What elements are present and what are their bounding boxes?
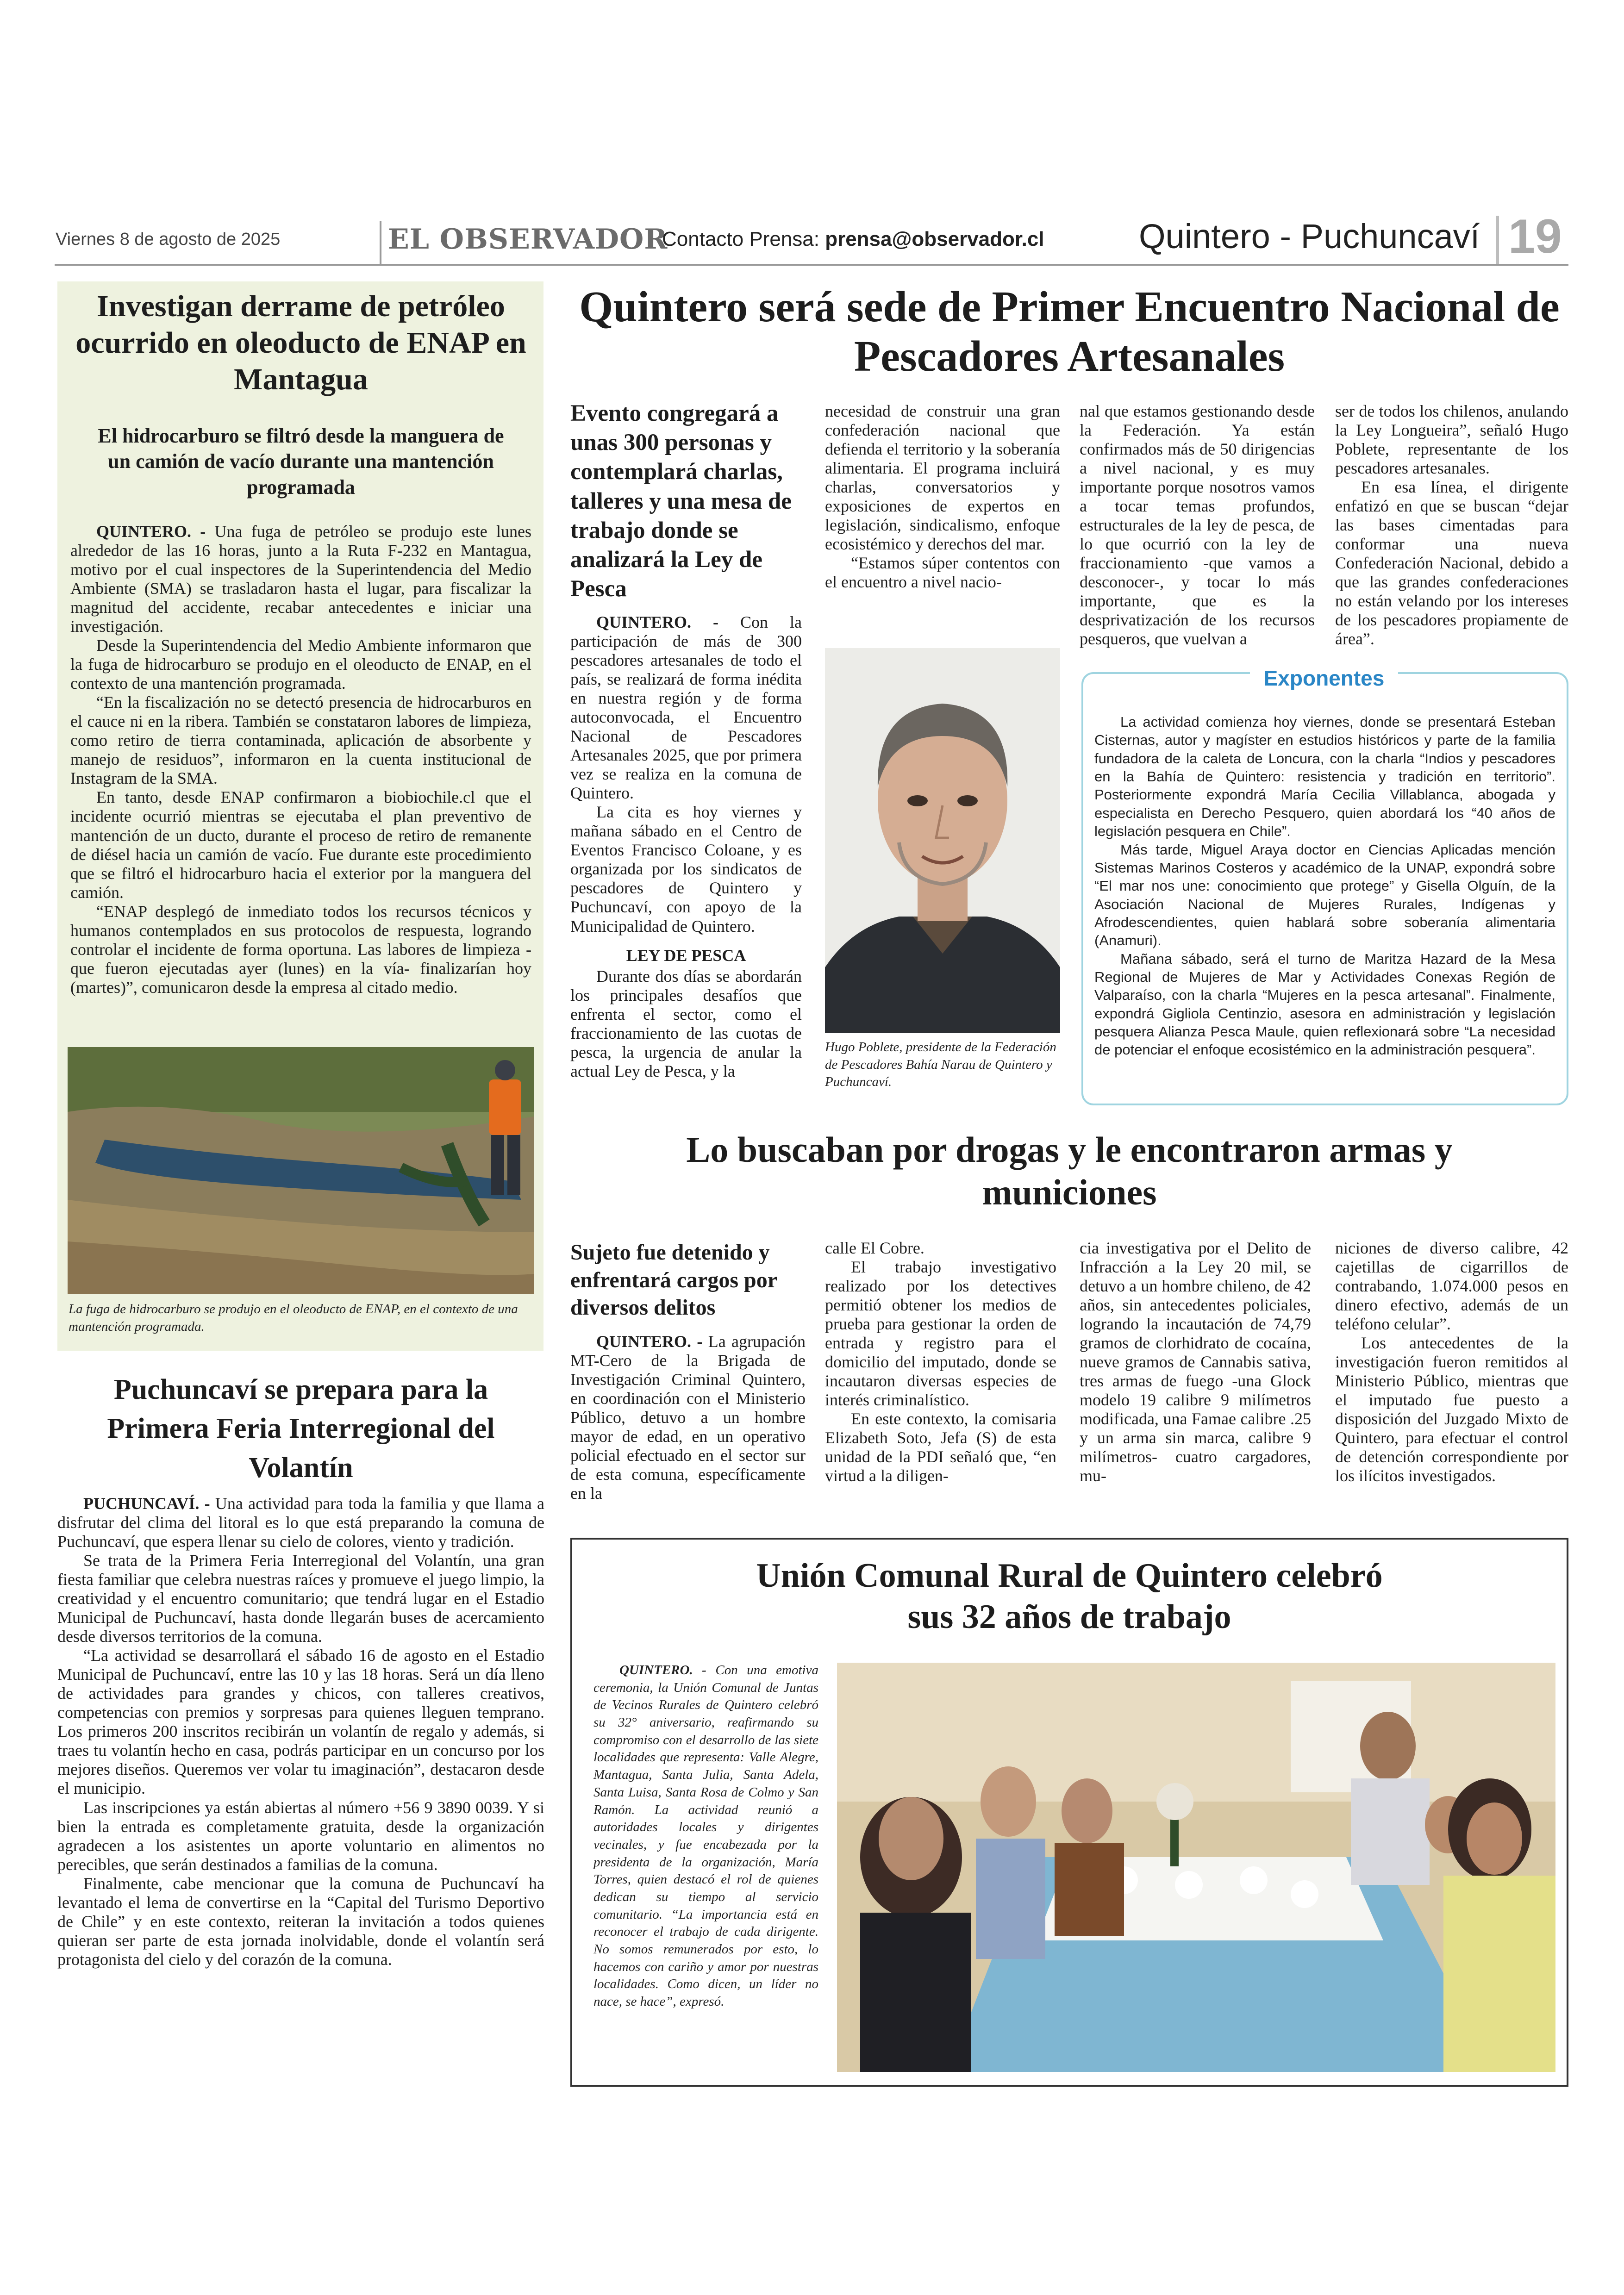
derrame-p5: “ENAP desplegó de inmediato todos los recursos técnicos y humanos contemplados en sus protocolos de respuesta, logrando controlar el incidente de forma oportuna. Las labores de limpieza -que fueron ejecutadas ayer (lunes) en la vía- finalizarían hoy (martes)”, comunicaron desde la empresa al citado medio. <box>70 902 531 997</box>
union-text: Con una emotiva ceremonia, la Unión Comunal de Juntas de Vecinos Rurales de Quintero celebró su 32° aniversario, reafirmando su compromiso con el desarrollo de las siete localidades que representa: Valle Alegre, Mantagua, Santa Julia, Santa Adela, Santa Luisa, Santa Rosa de Colmo y San Ramón. La actividad reunió a autoridades locales y dirigentes vecinales, y fue encabezada por la presidenta de la organización, María Torres, quien destacó el rol de quienes dedican su tiempo al servicio comunitario. “La importancia está en reconocer el trabajo de cada dirigente. No somos remunerados por esto, lo hacemos con cariño y amor por nuestras localidades. Como dicen, un líder no nace, se hace”, expresó. <box>593 1663 818 2009</box>
union-body <box>593 1662 818 2011</box>
derrame-paragraph <box>70 522 531 636</box>
page-number: 19 <box>1508 210 1562 263</box>
pescadores-c4p1: ser de todos los chilenos, anulando la Ley Longueira”, señaló Hugo Poblete, representante de los pescadores artesanales. <box>1335 402 1568 478</box>
derrame-p2: Desde la Superintendencia del Medio Ambiente informaron que la fuga de hidrocarburo se produjo en el oleoducto de ENAP, en el contexto de una mantención programada. <box>70 636 531 693</box>
section-name: Quintero - Puchuncaví <box>1139 217 1480 256</box>
volantin-dateline: PUCHUNCAVÍ. - <box>83 1494 215 1513</box>
pescadores-c1p1: Con la participación de más de 300 pescadores artesanales de todo el país, se realizará de forma inédita en nuestra región y de forma autoconvocada, el Encuentro Nacional de Pescadores Artesanales 2025, que por primera vez se realiza en la comuna de Quintero. <box>570 613 802 803</box>
header-divider <box>380 221 381 264</box>
derrame-dateline: QUINTERO. - <box>96 522 215 541</box>
hugo-poblete-caption: Hugo Poblete, presidente de la Federación de Pescadores Bahía Narau de Quintero y Puchuncaví. <box>825 1040 1056 1090</box>
exponentes-p3: Mañana sábado, será el turno de Maritza Hazard de la Mesa Regional de Mujeres de Mar y Actividades Conexas Región de Valparaíso, con la charla “Mujeres en la pesca artesanal”. Finalmente, expondrá Gigliola Centinzio, asesora en administración y legislación pesquera Alianza Pesca Maule, quien reflexionará sobre “La necesidad de potenciar el enfoque ecosistémico en la administración pesquera”. <box>1094 950 1555 1058</box>
pescadores-c2p2: “Estamos súper contentos con el encuentro a nivel nacio- <box>825 554 1060 592</box>
drogas-c1p1: La agrupación MT-Cero de la Brigada de Investigación Criminal Quintero, en coordinación con el Ministerio Público, detuvo a un hombre mayor de edad, en un operativo policial efectuado en el sector sur de esta comuna, específicamente en la <box>570 1332 806 1503</box>
exponentes-title: Exponentes <box>1250 666 1398 691</box>
page-number-separator <box>1496 216 1499 264</box>
issue-date: Viernes 8 de agosto de 2025 <box>56 230 281 249</box>
derrame-subtitle: El hidrocarburo se filtró desde la manguera de un camión de vacío durante una mantención programada <box>98 424 504 499</box>
drogas-c3p1: cia investigativa por el Delito de Infracción a la Ley 20 mil, se detuvo a un hombre chileno, de 42 años, sin antecedentes policiales, logrando la incautación de 74,79 gramos de clorhidrato de cocaína, nueve gramos de Cannabis sativa, tres armas de fuego -una Glock modelo 19 calibre 9 milímetros modificada, una Famae calibre .25 y un arma sin marca, calibre 9 milímetros- cuatro cargadores, mu- <box>1080 1239 1311 1485</box>
drogas-c2p1: calle El Cobre. <box>825 1239 924 1257</box>
pescadores-c1p3: Durante dos días se abordarán los principales desafíos que enfrenta el sector, como el fraccionamiento de las cuotas de pesca, la urgencia de anular la actual Ley de Pesca, y la <box>570 967 802 1080</box>
exponentes-body <box>1094 713 1555 1059</box>
volantin-paragraph <box>57 1494 544 1551</box>
drogas-deck: Sujeto fue detenido y enfrentará cargos por diversos delitos <box>570 1240 777 1320</box>
pescadores-title: Quintero será sede de Primer Encuentro Nacional de Pescadores Artesanales <box>579 283 1560 381</box>
drogas-title: Lo buscaban por drogas y le encontraron armas y municiones <box>686 1129 1453 1213</box>
drogas-column-4 <box>1335 1239 1568 1485</box>
drogas-dateline: QUINTERO. - <box>596 1332 708 1351</box>
drogas-c2p3: En este contexto, la comisaria Elizabeth Soto, Jefa (S) de esta unidad de la PDI señaló que, “en virtud a la diligen- <box>825 1409 1056 1485</box>
union-title: Unión Comunal Rural de Quintero celebró sus 32 años de trabajo <box>756 1557 1383 1636</box>
pescadores-c1p2: La cita es hoy viernes y mañana sábado en el Centro de Eventos Francisco Coloane, y es organizada por los sindicatos de pescadores de Quintero y Puchuncaví, con apoyo de la Municipalidad de Quintero. <box>570 803 802 935</box>
hugo-poblete-photo <box>825 648 1060 1033</box>
drogas-paragraph <box>570 1332 806 1503</box>
drogas-c2p2: El trabajo investigativo realizado por los detectives permitió obtener los medios de prueba para gestionar la orden de entrada y registro para el domicilio del imputado, donde se incautaron diversas especies de interés criminalístico. <box>825 1258 1056 1409</box>
drogas-column-1 <box>570 1332 806 1503</box>
drogas-c4p1: niciones de diverso calibre, 42 cajetillas de cigarrillos de contrabando, 1.074.000 pesos en dinero efectivo, además de un teléfono celular”. <box>1335 1239 1568 1334</box>
pescadores-column-2 <box>825 402 1060 592</box>
union-paragraph <box>593 1662 818 2011</box>
derrame-p3: “En la fiscalización no se detectó presencia de hidrocarburos en el cauce ni en la ribera. También se constataron labores de limpieza, como retiro de tierra contaminada, aplicación de absorbente y manejo de residuos”, informaron en la cuenta institucional de Instagram de la SMA. <box>70 693 531 788</box>
volantin-body <box>57 1494 544 1969</box>
ley-de-pesca-heading: LEY DE PESCA <box>626 946 746 965</box>
pescadores-paragraph <box>570 613 802 803</box>
volantin-p4: Las inscripciones ya están abiertas al número +56 9 3890 0039. Y si bien la entrada es completamente gratuita, desde la organización agradecen a los asistentes un aporte voluntario en alimentos no perecibles, que serán destinados a familias de la comuna. <box>57 1798 544 1874</box>
drogas-c4p2: Los antecedentes de la investigación fueron remitidos al Ministerio Público, mientras que el imputado fue puesto a disposición del Juzgado Mixto de Quintero, para efectuar el control de detención correspondiente por los ilícitos investigados. <box>1335 1334 1568 1485</box>
derrame-title: Investigan derrame de petróleo ocurrido en oleoducto de ENAP en Mantagua <box>75 289 526 397</box>
volantin-p1: Una actividad para toda la familia y que llama a disfrutar del clima del litoral es lo que está preparando la comuna de Puchuncaví, que espera llenar su cielo de colores, viento y tradición. <box>57 1494 544 1551</box>
volantin-p5: Finalmente, cabe mencionar que la comuna de Puchuncaví ha levantado el lema de convertirse en la “Capital del Turismo Deportivo de Chile” y en este contexto, reiteran la invitación a todos quienes quieran ser parte de esta jornada inolvidable, donde el volantín será protagonista del cielo y del corazón de la comuna. <box>57 1874 544 1969</box>
newspaper-name: EL OBSERVADOR <box>388 223 668 256</box>
volantin-p2: Se trata de la Primera Feria Interregional del Volantín, una gran fiesta familiar que celebra nuestras raíces y promueve el juego limpio, la creatividad y el encuentro comunitario; que tendrá lugar en el Estadio Municipal de Puchuncaví, hasta donde llegarán buses de acercamiento desde diversos territorios de la comuna. <box>57 1551 544 1646</box>
header-rule <box>55 264 1568 266</box>
union-celebration-photo <box>837 1663 1555 2072</box>
oil-spill-photo <box>68 1047 534 1294</box>
volantin-p3: “La actividad se desarrollará el sábado 16 de agosto en el Estadio Municipal de Puchuncaví, entre las 10 y las 18 horas. Será un día lleno de actividades para grandes y chicos, con talleres creativos, competencias con premios y sorpresas para quienes lleguen temprano. Los primeros 200 inscritos recibirán un volantín de regalo y además, si traes tu volantín hecho en casa, podrás participar en un concurso por los mejores diseños. Queremos ver volar tu imaginación”, destacaron desde el municipio. <box>57 1646 544 1798</box>
pescadores-dateline: QUINTERO. - <box>596 613 740 631</box>
derrame-p1: Una fuga de petróleo se produjo este lunes alrededor de las 16 horas, junto a la Ruta F-232 en Mantagua, motivo por el cual inspectores de la Superintendencia del Medio Ambiente (SMA) se trasladaron hasta el lugar, para fiscalizar la magnitud del accidente, recabar antecedentes e iniciar una investigación. <box>70 522 531 636</box>
pescadores-column-1 <box>570 613 802 1081</box>
derrame-body <box>70 522 531 997</box>
exponentes-p2: Más tarde, Miguel Araya doctor en Ciencias Aplicadas mención Sistemas Marinos Costeros y académico de la UNAP, expondrá sobre “El mar nos une: conocimiento que protege” y Gisella Olguín, de la Asociación Nacional de Mujeres Rurales, Indígenas y Afrodescendientes, quien hablará sobre soberanía alimentaria (Anamuri). <box>1094 841 1555 949</box>
union-dateline: QUINTERO. - <box>619 1663 716 1678</box>
pescadores-column-4 <box>1335 402 1568 649</box>
exponentes-p1: La actividad comienza hoy viernes, donde se presentará Esteban Cisternas, autor y magíster en estudios históricos y parte de la familia fundadora de la caleta de Loncura, con la charla “Indios y pescadores en la Bahía de Quintero: resistencia y tradición en territorio”. Posteriormente expondrá María Cecilia Villablanca, abogada y especialista en Derecho Pesquero, quien abordará los “40 años de legislación pesquera en Chile”. <box>1094 714 1555 840</box>
volantin-title: Puchuncaví se prepara para la Primera Feria Interregional del Volantín <box>107 1374 495 1484</box>
drogas-column-3 <box>1080 1239 1311 1485</box>
pescadores-deck: Evento congregará a unas 300 personas y contemplará charlas, talleres y una mesa de trabajo donde se analizará la Ley de Pesca <box>570 400 792 602</box>
pescadores-c4p2: En esa línea, el dirigente enfatizó en que se buscan “dejar las bases cimentadas para conformar una nueva Confederación Nacional, debido a que las grandes confederaciones no están velando por los intereses de los pescadores propiamente de área”. <box>1335 478 1568 649</box>
pescadores-column-3 <box>1080 402 1315 649</box>
press-contact-label: Contacto Prensa: <box>662 228 825 250</box>
press-contact <box>662 228 1044 251</box>
press-contact-email[interactable]: prensa@observador.cl <box>825 228 1044 250</box>
derrame-p4: En tanto, desde ENAP confirmaron a biobiochile.cl que el incidente ocurrió mientras se ejecutaba el plan preventivo de mantención de un ducto, durante el proceso de retiro de remanente de diésel hacia un camión de vacío. Fue durante este procedimiento que se filtró el hidrocarburo hacia el exterior por la manguera del camión. <box>70 788 531 902</box>
pescadores-c2p1: necesidad de construir una gran confederación nacional que defienda el territorio y la soberanía alimentaria. El programa incluirá charlas, conversatorios y exposiciones de expertos en legislación, sindicalismo, enfoque ecosistémico y derechos del mar. <box>825 402 1060 554</box>
drogas-column-2 <box>825 1239 1056 1485</box>
oil-spill-caption: La fuga de hidrocarburo se produjo en el oleoducto de ENAP, en el contexto de una mantención programada. <box>69 1302 518 1334</box>
pescadores-c3p1: nal que estamos gestionando desde la Federación. Ya están confirmados más de 50 dirigencias a nivel nacional, y es muy importante porque nosotros vamos a tocar temas profundos, estructurales de la ley de pesca, de lo que ocurrió con la ley de fraccionamiento -que vamos a desconocer-, y tocar lo más importante, que es la desprivatización de los recursos pesqueros, que vuelvan a <box>1080 402 1315 649</box>
